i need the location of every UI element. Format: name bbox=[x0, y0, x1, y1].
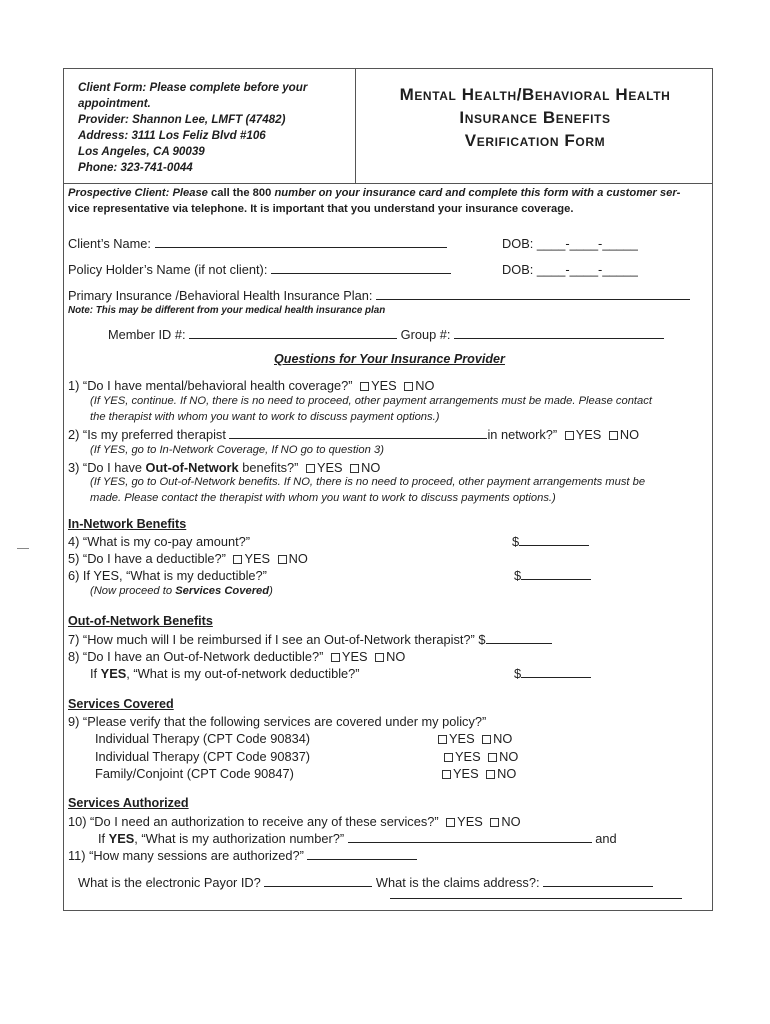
q3-text-c: benefits?” bbox=[238, 460, 299, 475]
dob-field-1[interactable]: ____-____-_____ bbox=[536, 236, 638, 251]
q2-no-label: NO bbox=[619, 427, 640, 442]
claims-label: What is the claims address?: bbox=[375, 875, 540, 890]
service-0-yes-checkbox[interactable] bbox=[438, 735, 447, 744]
q8-row bbox=[68, 649, 405, 664]
q2-therapist-field[interactable] bbox=[229, 428, 487, 439]
q1-no-label: NO bbox=[415, 378, 435, 393]
q10-yes-label: YES bbox=[457, 814, 483, 829]
service-0-no-label: NO bbox=[493, 731, 513, 746]
q2-tail: in network?” bbox=[487, 427, 558, 442]
member-id-field[interactable] bbox=[189, 328, 397, 339]
service-0-yes-label: YES bbox=[449, 731, 475, 746]
q6-text: 6) If YES, “What is my deductible?” bbox=[68, 568, 267, 583]
q10-no-checkbox[interactable] bbox=[490, 818, 499, 827]
client-name-row bbox=[68, 236, 447, 251]
member-id-label: Member ID #: bbox=[108, 327, 186, 342]
q7-text: 7) “How much will I be reimbursed if I see an Out-of-Network therapist?” bbox=[68, 632, 475, 647]
claims-address-field-2[interactable] bbox=[390, 890, 682, 899]
q4-amount-row bbox=[512, 534, 589, 549]
q2-note: (If YES, go to In-Network Coverage, If NO go to question 3) bbox=[90, 444, 384, 456]
q8b-row bbox=[90, 666, 360, 681]
dob-label-1: DOB: bbox=[502, 236, 534, 251]
service-2-yes-label: YES bbox=[453, 766, 479, 781]
header-divider bbox=[64, 183, 712, 184]
instructions-call: call the 800 bbox=[207, 187, 275, 199]
service-1-no-label: NO bbox=[499, 749, 519, 764]
q10b-c: , “What is my authorization number?” bbox=[134, 831, 345, 846]
q9-text: 9) “Please verify that the following services are covered under my policy?” bbox=[68, 714, 487, 729]
policy-holder-row bbox=[68, 262, 451, 277]
client-name-field[interactable] bbox=[155, 237, 447, 248]
dob-field-2[interactable]: ____-____-_____ bbox=[536, 262, 638, 277]
instructions-lead: Prospective Client: Please bbox=[68, 187, 208, 199]
q8b-c: , “What is my out-of-network deductible?” bbox=[126, 666, 360, 681]
q5-no-label: NO bbox=[288, 551, 308, 566]
q10b-b: YES bbox=[108, 831, 135, 846]
group-field[interactable] bbox=[454, 328, 664, 339]
q5-row bbox=[68, 551, 308, 566]
q8b-a: If bbox=[90, 666, 101, 681]
q11-row bbox=[68, 848, 417, 863]
primary-insurance-field[interactable] bbox=[376, 289, 690, 300]
instructions-line1 bbox=[68, 187, 680, 199]
primary-insurance-row bbox=[68, 288, 690, 303]
q10-no-label: NO bbox=[501, 814, 521, 829]
client-info-line2: appointment. bbox=[78, 97, 151, 110]
margin-mark bbox=[17, 548, 29, 549]
service-1-options bbox=[440, 749, 518, 764]
services-covered-heading: Services Covered bbox=[68, 697, 174, 711]
instructions-em: number on your insurance card and complete this form with a customer ser- bbox=[274, 187, 681, 199]
in-network-note-a: (Now proceed to bbox=[90, 585, 176, 597]
q8-text: 8) “Do I have an Out-of-Network deductible?” bbox=[68, 649, 324, 664]
service-item-0: Individual Therapy (CPT Code 90834) bbox=[95, 731, 311, 746]
title-line2: Insurance Benefits bbox=[459, 108, 611, 127]
group-label: Group #: bbox=[400, 327, 451, 342]
service-2-options bbox=[438, 766, 516, 781]
q8-yes-checkbox[interactable] bbox=[331, 653, 340, 662]
service-1-yes-label: YES bbox=[455, 749, 481, 764]
q2-yes-checkbox[interactable] bbox=[565, 431, 574, 440]
payor-id-field[interactable] bbox=[264, 876, 372, 887]
in-network-note-c: ) bbox=[269, 585, 273, 597]
policy-holder-label: Policy Holder’s Name (if not client): bbox=[68, 262, 268, 277]
q6-dollar: $ bbox=[514, 568, 522, 583]
q3-yes-checkbox[interactable] bbox=[306, 464, 315, 473]
q5-yes-label: YES bbox=[244, 551, 271, 566]
q1-note-1: (If YES, continue. If NO, there is no need to proceed, other payment arrangements must be made. Please contact bbox=[90, 395, 652, 407]
q10b-row bbox=[98, 831, 617, 846]
q8b-amount-field[interactable] bbox=[521, 667, 591, 678]
dob-row-1 bbox=[502, 236, 638, 251]
q10-text: 10) “Do I need an authorization to receive any of these services?” bbox=[68, 814, 439, 829]
q8b-amount-row bbox=[514, 666, 591, 681]
dob-label-2: DOB: bbox=[502, 262, 534, 277]
instructions-line2: vice representative via telephone. It is important that you understand your insurance coverage. bbox=[68, 203, 574, 215]
service-item-1: Individual Therapy (CPT Code 90837) bbox=[95, 749, 311, 764]
q3-text-a: 3) “Do I have bbox=[68, 460, 146, 475]
member-id-row bbox=[108, 327, 664, 342]
q5-text: 5) “Do I have a deductible?” bbox=[68, 551, 226, 566]
q2-yes-label: YES bbox=[575, 427, 602, 442]
q1-text: 1) “Do I have mental/behavioral health coverage?” bbox=[68, 378, 353, 393]
q1-note-2: the therapist with whom you want to work to discuss payment options.) bbox=[90, 411, 440, 423]
q6-amount-field[interactable] bbox=[521, 569, 591, 580]
sessions-field[interactable] bbox=[307, 849, 417, 860]
service-item-2: Family/Conjoint (CPT Code 90847) bbox=[95, 766, 294, 781]
q8-yes-label: YES bbox=[341, 649, 368, 664]
policy-holder-field[interactable] bbox=[271, 263, 451, 274]
phone-line: Phone: 323-741-0044 bbox=[78, 161, 193, 174]
q1-no-checkbox[interactable] bbox=[404, 382, 413, 391]
q10-row bbox=[68, 814, 521, 829]
claims-address-field[interactable] bbox=[543, 876, 653, 887]
q8-no-label: NO bbox=[386, 649, 406, 664]
in-network-note-b: Services Covered bbox=[175, 585, 270, 597]
payor-row bbox=[78, 875, 653, 890]
q3-note-2: made. Please contact the therapist with whom you want to work to discuss payments options.) bbox=[90, 492, 556, 504]
q4-text: 4) “What is my co-pay amount?” bbox=[68, 534, 251, 549]
q3-note-1: (If YES, go to Out-of-Network benefits. If NO, there is no need to proceed, other payment arrangements must be bbox=[90, 476, 646, 488]
q8-no-checkbox[interactable] bbox=[375, 653, 384, 662]
dob-row-2 bbox=[502, 262, 638, 277]
q3-no-label: NO bbox=[361, 460, 381, 475]
q10-yes-checkbox[interactable] bbox=[446, 818, 455, 827]
title-line1: Mental Health/Behavioral Health bbox=[399, 85, 671, 104]
form-title bbox=[356, 83, 714, 152]
q6-amount-row bbox=[514, 568, 591, 583]
q10b-and: and bbox=[595, 831, 617, 846]
service-2-no-label: NO bbox=[497, 766, 517, 781]
q5-no-checkbox[interactable] bbox=[278, 555, 287, 564]
q2-row bbox=[68, 427, 639, 442]
in-network-note bbox=[90, 585, 273, 597]
q7-row bbox=[68, 632, 552, 647]
q7-dollar: $ bbox=[478, 632, 486, 647]
q3-row bbox=[68, 460, 380, 475]
questions-heading: Questions for Your Insurance Provider bbox=[274, 352, 505, 366]
q5-yes-checkbox[interactable] bbox=[233, 555, 242, 564]
client-info-box bbox=[64, 69, 356, 184]
q7-amount-field[interactable] bbox=[486, 633, 552, 644]
title-line3: Verification Form bbox=[464, 131, 606, 150]
service-1-yes-checkbox[interactable] bbox=[444, 753, 453, 762]
q3-text-b: Out-of-Network bbox=[145, 460, 239, 475]
q4-dollar: $ bbox=[512, 534, 520, 549]
q3-yes-label: YES bbox=[316, 460, 343, 475]
payor-label: What is the electronic Payor ID? bbox=[78, 875, 261, 890]
q1-yes-label: YES bbox=[371, 378, 397, 393]
q11-text: 11) “How many sessions are authorized?” bbox=[68, 848, 304, 863]
service-0-options bbox=[434, 731, 512, 746]
in-network-heading: In-Network Benefits bbox=[68, 517, 187, 531]
provider-line: Provider: Shannon Lee, LMFT (47482) bbox=[78, 113, 286, 126]
insurance-note: Note: This may be different from your medical health insurance plan bbox=[68, 305, 386, 316]
service-1-no-checkbox[interactable] bbox=[488, 753, 497, 762]
q8b-dollar: $ bbox=[514, 666, 522, 681]
authorization-number-field[interactable] bbox=[348, 832, 592, 843]
services-authorized-heading: Services Authorized bbox=[68, 796, 189, 810]
q2-text: 2) “Is my preferred therapist bbox=[68, 427, 226, 442]
q3-no-checkbox[interactable] bbox=[350, 464, 359, 473]
q4-amount-field[interactable] bbox=[519, 535, 589, 546]
service-2-no-checkbox[interactable] bbox=[486, 770, 495, 779]
city-line: Los Angeles, CA 90039 bbox=[78, 145, 205, 158]
service-0-no-checkbox[interactable] bbox=[482, 735, 491, 744]
q8b-b: YES bbox=[100, 666, 127, 681]
primary-insurance-label: Primary Insurance /Behavioral Health Insurance Plan: bbox=[68, 288, 373, 303]
client-info-line1: Client Form: Please complete before your bbox=[78, 81, 308, 94]
q2-no-checkbox[interactable] bbox=[609, 431, 618, 440]
q1-yes-checkbox[interactable] bbox=[360, 382, 369, 391]
client-name-label: Client’s Name: bbox=[68, 236, 151, 251]
service-2-yes-checkbox[interactable] bbox=[442, 770, 451, 779]
address-line: Address: 3111 Los Feliz Blvd #106 bbox=[78, 129, 266, 142]
q1-row bbox=[68, 378, 434, 393]
q10b-a: If bbox=[98, 831, 109, 846]
out-network-heading: Out-of-Network Benefits bbox=[68, 614, 213, 628]
